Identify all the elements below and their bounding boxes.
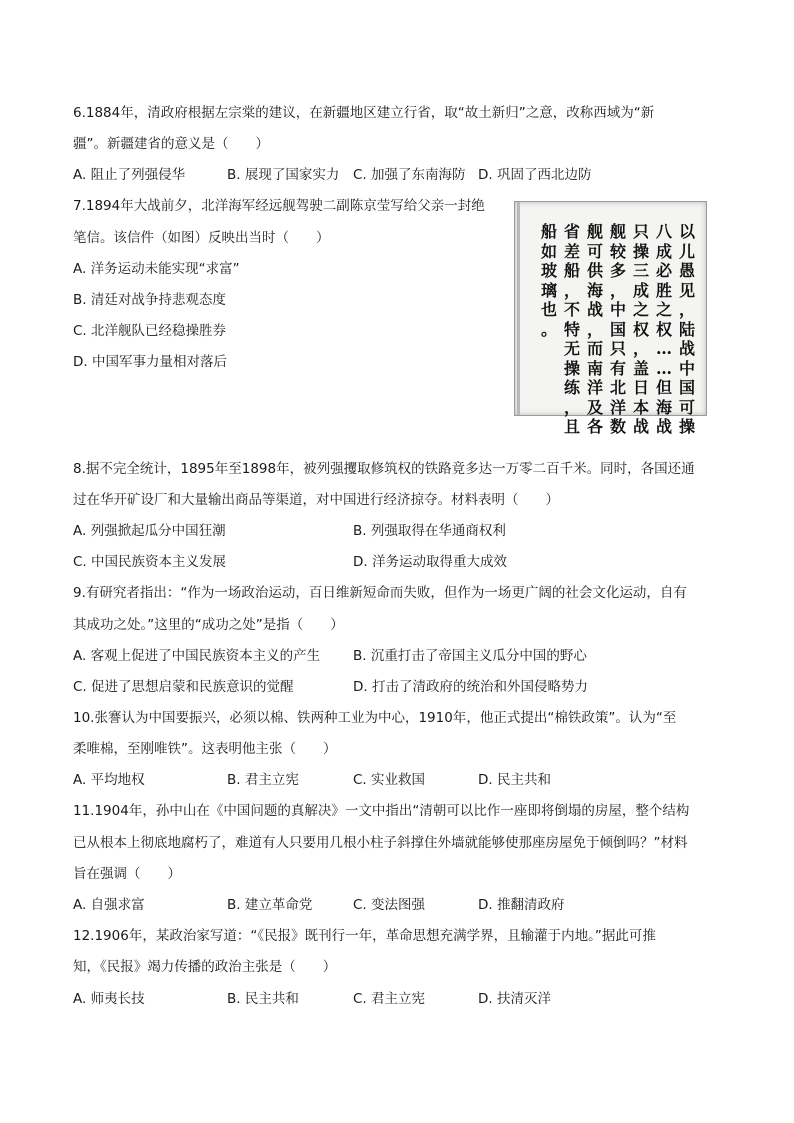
- q6-stem-line-2: 疆”。新疆建省的意义是（ ）: [73, 136, 269, 152]
- q11-stem-line-1: 11.1904年，孙中山在《中国问题的真解决》一文中指出“清朝可以比作一座即将倒塌的房屋，整个结构: [73, 803, 690, 819]
- letter-column-5: 舰 可 供 海 战 ， 而 南 洋 及 各: [587, 222, 604, 436]
- letter-column-7: 船 如 玻 璃 也 。: [541, 222, 558, 339]
- q10-option-b[interactable]: B. 君主立宪: [227, 772, 299, 788]
- q11-option-d[interactable]: D. 推翻清政府: [478, 897, 565, 913]
- q9-stem-line-2: 其成功之处。”这里的“成功之处”是指（ ）: [73, 617, 344, 633]
- q12-option-d[interactable]: D. 扶清灭洋: [478, 991, 551, 1007]
- q9-option-d[interactable]: D. 打击了清政府的统治和外国侵略势力: [353, 679, 588, 695]
- q9-stem-line-1: 9.有研究者指出：“作为一场政治运动，百日维新短命而失败，但作为一场更广阔的社会文化运动，自有: [73, 585, 687, 601]
- q7-option-b[interactable]: B. 清廷对战争持悲观态度: [73, 292, 226, 308]
- q6-option-b[interactable]: B. 展现了国家实力: [227, 167, 340, 183]
- q8-option-d[interactable]: D. 洋务运动取得重大成效: [353, 554, 507, 570]
- q7-option-d[interactable]: D. 中国军事力量相对落后: [73, 354, 227, 370]
- q6-stem-line-1: 6.1884年，清政府根据左宗棠的建议，在新疆地区建立行省，取“故土新归”之意，改称西域为“新: [73, 105, 655, 121]
- q11-stem-line-3: 旨在强调（ ）: [73, 866, 181, 882]
- q11-option-b[interactable]: B. 建立革命党: [227, 897, 313, 913]
- letter-column-6: 省 差 船 ， 不 特 无 操 练 ， 且: [564, 222, 581, 436]
- q10-stem-line-1: 10.张謇认为中国要振兴，必须以棉、铁两种工业为中心，1910年，他正式提出“棉铁政策”。认为“至: [73, 710, 677, 726]
- q8-stem-line-2: 过在华开矿设厂和大量输出商品等渠道，对中国进行经济掠夺。材料表明（ ）: [73, 492, 559, 508]
- q8-stem-line-1: 8.据不完全统计，1895年至1898年，被列强攫取修筑权的铁路竟多达一万零二百千米。同时，各国还通: [73, 461, 695, 477]
- q9-option-b[interactable]: B. 沉重打击了帝国主义瓜分中国的野心: [353, 648, 587, 664]
- q11-option-c[interactable]: C. 变法图强: [353, 897, 426, 913]
- q10-option-a[interactable]: A. 平均地权: [73, 772, 145, 788]
- letter-column-2: 八 成 必 胜 之 权 … … 但 海 战: [656, 222, 673, 436]
- q7-option-c[interactable]: C. 北洋舰队已经稳操胜券: [73, 323, 227, 339]
- q12-option-b[interactable]: B. 民主共和: [227, 991, 299, 1007]
- q11-option-a[interactable]: A. 自强求富: [73, 897, 145, 913]
- q8-option-c[interactable]: C. 中国民族资本主义发展: [73, 554, 227, 570]
- q6-option-a[interactable]: A. 阻止了列强侵华: [73, 167, 186, 183]
- q10-stem-line-2: 柔唯棉，至刚唯铁”。这表明他主张（ ）: [73, 741, 337, 757]
- q7-stem-line-2: 笔信。该信件（如图）反映出当时（ ）: [73, 230, 330, 246]
- q10-option-d[interactable]: D. 民主共和: [478, 772, 551, 788]
- q7-stem-line-1: 7.1894年大战前夕，北洋海军经远舰驾驶二副陈京莹写给父亲一封绝: [73, 198, 485, 214]
- q9-option-c[interactable]: C. 促进了思想启蒙和民族意识的觉醒: [73, 679, 294, 695]
- q12-option-c[interactable]: C. 君主立宪: [353, 991, 426, 1007]
- q12-stem-line-1: 12.1906年，某政治家写道：“《民报》既刊行一年，革命思想充满学界，且输灌于内地。”据此可推: [73, 928, 656, 944]
- q6-option-c[interactable]: C. 加强了东南海防: [353, 167, 466, 183]
- letter-column-1: 以 儿 愚 见 ， 陆 战 中 国 可 操: [679, 222, 696, 436]
- letter-image: [514, 201, 707, 436]
- q6-option-d[interactable]: D. 巩固了西北边防: [478, 167, 592, 183]
- q7-option-a[interactable]: A. 洋务运动未能实现“求富”: [73, 261, 240, 277]
- letter-column-4: 舰 较 多 ， 中 国 只 有 北 洋 数: [610, 222, 627, 436]
- q8-option-a[interactable]: A. 列强掀起瓜分中国狂潮: [73, 523, 226, 539]
- q12-option-a[interactable]: A. 师夷长技: [73, 991, 145, 1007]
- image-left-edge: [517, 202, 520, 415]
- letter-column-3: 只 操 三 成 之 权 ， 盖 日 本 战: [633, 222, 650, 436]
- q10-option-c[interactable]: C. 实业救国: [353, 772, 426, 788]
- q12-stem-line-2: 知，《民报》竭力传播的政治主张是（ ）: [73, 959, 337, 975]
- q11-stem-line-2: 已从根本上彻底地腐朽了，难道有人只要用几根小柱子斜撑住外墙就能够使那座房屋免于倾倒吗？”材料: [73, 835, 688, 851]
- q9-option-a[interactable]: A. 客观上促进了中国民族资本主义的产生: [73, 648, 321, 664]
- q8-option-b[interactable]: B. 列强取得在华通商权利: [353, 523, 506, 539]
